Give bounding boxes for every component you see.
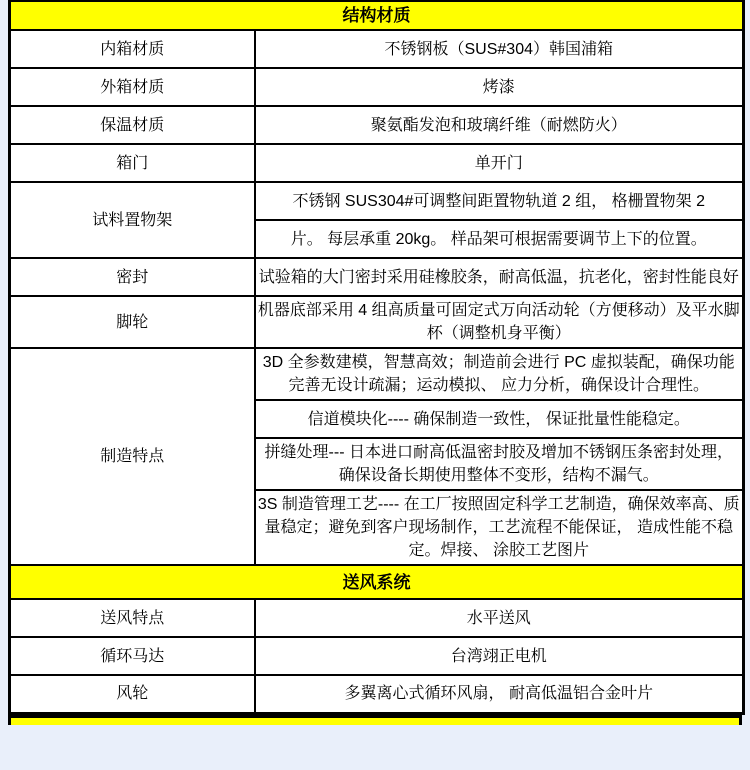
row-label-insulation-material: 保温材质 [10, 106, 255, 144]
table-row [10, 144, 744, 182]
row-label-circulation-motor: 循环马达 [10, 637, 255, 675]
table-row [10, 106, 744, 144]
row-value-sealing: 试验箱的大门密封采用硅橡胶条，耐高低温，抗老化，密封性能良好 [255, 258, 744, 296]
row-value-sample-shelf-2: 片。 每层承重 20kg。 样品架可根据需要调节上下的位置。 [255, 220, 744, 258]
row-value-manufacturing-4: 3S 制造管理工艺---- 在工厂按照固定科学工艺制造，确保效率高、质量稳定；避免到客户现场制作，工艺流程不能保证， 造成性能不稳定。焊接、 涂胶工艺图片 [255, 490, 744, 565]
row-value-manufacturing-2: 信道模块化---- 确保制造一致性， 保证批量性能稳定。 [255, 400, 744, 438]
table-row [10, 565, 744, 599]
row-label-fan-wheel: 风轮 [10, 675, 255, 713]
table-row [10, 182, 744, 220]
table-row [10, 599, 744, 637]
row-label-manufacturing-features: 制造特点 [10, 348, 255, 565]
table-row [10, 637, 744, 675]
row-value-outer-box-material: 烤漆 [255, 68, 744, 106]
section-header-air-supply-system: 送风系统 [10, 565, 744, 599]
row-label-outer-box-material: 外箱材质 [10, 68, 255, 106]
next-section-header-bar-partial [8, 715, 742, 725]
row-value-sample-shelf-1: 不锈钢 SUS304#可调整间距置物轨道 2 组， 格栅置物架 2 [255, 182, 744, 220]
table-row [10, 1, 744, 30]
table-row [10, 348, 744, 400]
row-label-chamber-door: 箱门 [10, 144, 255, 182]
section-header-structure-materials: 结构材质 [10, 1, 744, 30]
row-value-casters: 机器底部采用 4 组高质量可固定式万向活动轮（方便移动）及平水脚杯（调整机身平衡） [255, 296, 744, 348]
row-label-inner-box-material: 内箱材质 [10, 30, 255, 68]
table-row [10, 258, 744, 296]
row-value-inner-box-material: 不锈钢板（SUS#304）韩国浦箱 [255, 30, 744, 68]
table-row [10, 68, 744, 106]
row-label-air-supply-feature: 送风特点 [10, 599, 255, 637]
row-value-chamber-door: 单开门 [255, 144, 744, 182]
row-value-insulation-material: 聚氨酯发泡和玻璃纤维（耐燃防火） [255, 106, 744, 144]
row-value-manufacturing-1: 3D 全参数建模，智慧高效；制造前会进行 PC 虚拟装配，确保功能完善无设计疏漏；运动模拟、 应力分析，确保设计合理性。 [255, 348, 744, 400]
table-row [10, 30, 744, 68]
row-label-casters: 脚轮 [10, 296, 255, 348]
row-value-air-supply-feature: 水平送风 [255, 599, 744, 637]
row-label-sample-shelf: 试料置物架 [10, 182, 255, 258]
spec-table [8, 0, 745, 715]
row-label-sealing: 密封 [10, 258, 255, 296]
row-value-fan-wheel: 多翼离心式循环风扇， 耐高低温铝合金叶片 [255, 675, 744, 713]
row-value-circulation-motor: 台湾翊正电机 [255, 637, 744, 675]
table-row [10, 675, 744, 713]
table-row [10, 296, 744, 348]
row-value-manufacturing-3: 拼缝处理--- 日本进口耐高低温密封胶及增加不锈钢压条密封处理，确保设备长期使用整体不变形，结构不漏气。 [255, 438, 744, 490]
